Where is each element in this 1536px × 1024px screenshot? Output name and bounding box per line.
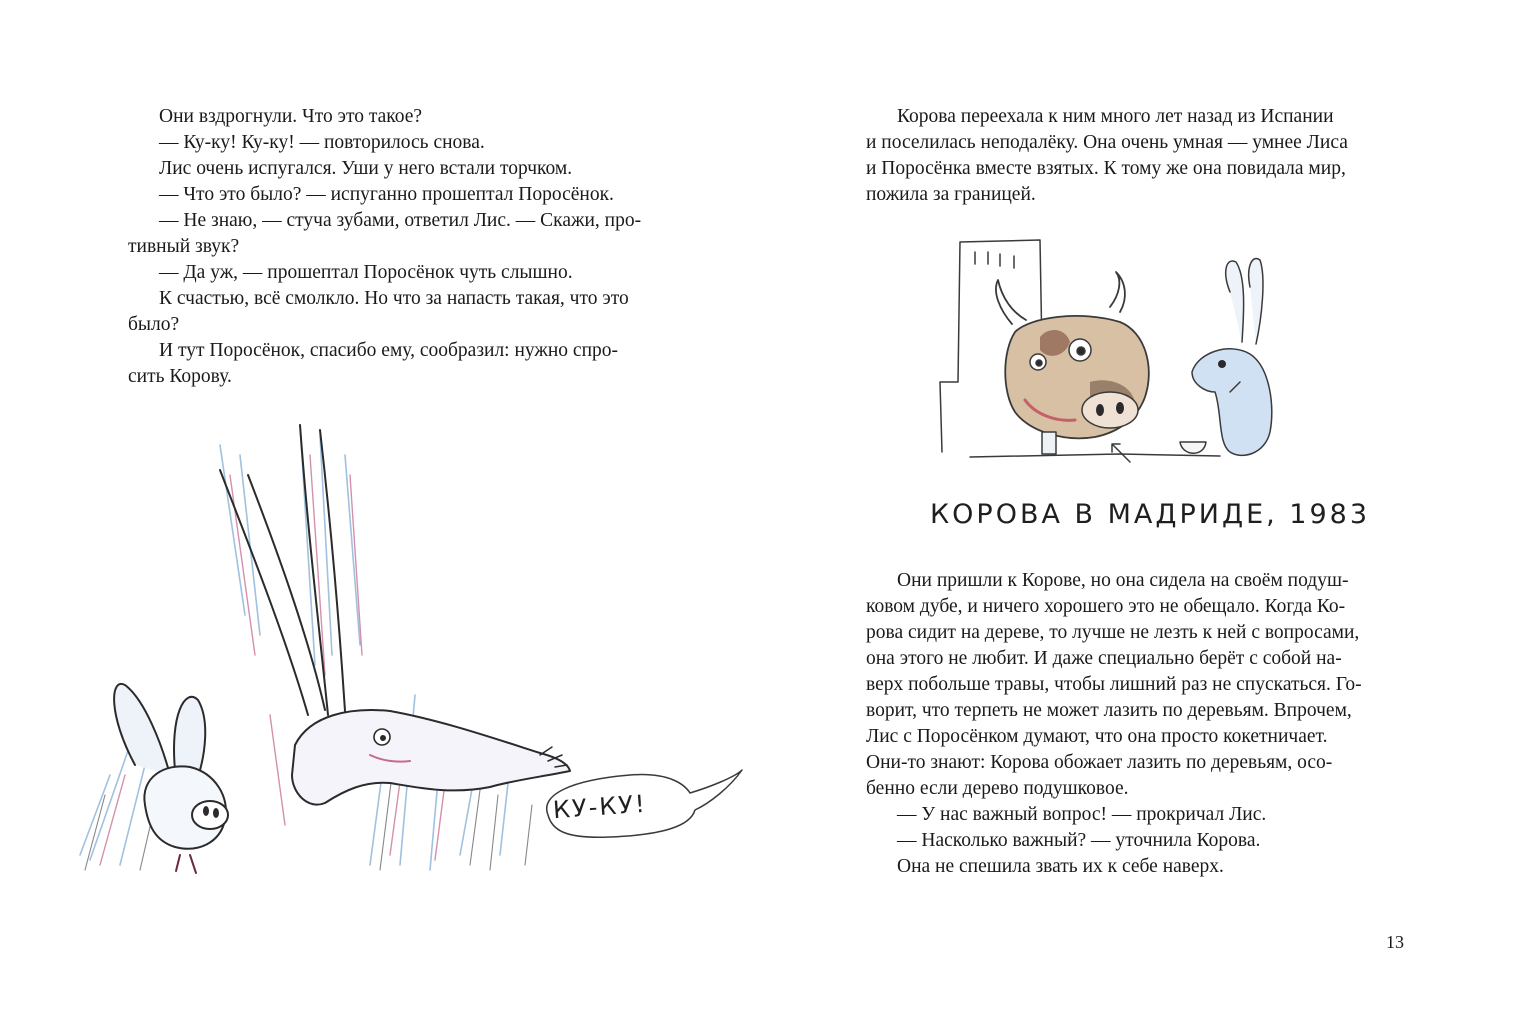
cow-snout: [1082, 392, 1138, 428]
text-line: — Ку-ку! Ку-ку! — повторилось снова.: [159, 132, 485, 153]
glass-sketch: [1042, 432, 1056, 454]
text-line: Корова переехала к ним много лет назад из Испании: [897, 106, 1334, 127]
text-line: бенно если дерево подушковое.: [866, 778, 1129, 799]
fox-ear-left: [220, 470, 308, 715]
right-page-top-text: [866, 104, 1348, 208]
fox-head: [292, 710, 570, 805]
rabbit-ear-right: [174, 697, 205, 777]
text-line: — Не знаю, — стуча зубами, ответил Лис. — Скажи, про-: [159, 210, 642, 231]
cow-in-madrid-illustration: [930, 232, 1310, 482]
text-line: и Поросёнка вместе взятых. К тому же она повидала мир,: [866, 158, 1346, 179]
rabbit-snout: [192, 801, 228, 829]
text-line: Лис с Поросёнком думают, что она просто кокетничает.: [866, 726, 1328, 747]
right-page-bottom-text: [866, 568, 1362, 880]
text-line: К счастью, всё смолкло. Но что за напасть такая, что это: [159, 288, 629, 309]
text-line: тивный звук?: [128, 236, 240, 257]
text-line: Она не спешила звать их к себе наверх.: [897, 856, 1224, 877]
text-line: она этого не любит. И даже специально берёт с собой на-: [866, 648, 1342, 669]
page-number: 13: [1386, 932, 1404, 952]
text-line: И тут Поросёнок, спасибо ему, сообразил: нужно спро-: [159, 340, 619, 361]
text-line: Они пришли к Корове, но она сидела на своём подуш-: [897, 570, 1349, 591]
bowl-sketch: [1180, 442, 1206, 453]
text-line: Они-то знают: Корова обожает лазить по деревьям, осо-: [866, 752, 1333, 773]
fox-and-rabbit-illustration: [70, 415, 760, 900]
text-line: — Насколько важный? — уточнила Корова.: [897, 830, 1261, 851]
text-line: пожила за границей.: [866, 184, 1036, 205]
text-line: ковом дубе, и ничего хорошего это не обещало. Когда Ко-: [866, 596, 1346, 617]
text-line: было?: [128, 314, 180, 335]
cow-horn-right: [1110, 272, 1125, 312]
table-line: [970, 454, 1220, 457]
rabbit-ear: [1226, 261, 1244, 342]
text-line: рова сидит на дереве, то лучше не лезть к ней с вопросами,: [866, 622, 1360, 643]
speech-bubble-text: КУ-КУ!: [552, 789, 648, 825]
text-line: — Да уж, — прошептал Поросёнок чуть слышно.: [159, 262, 573, 283]
text-line: сить Корову.: [128, 366, 232, 387]
illustration-caption: КОРОВА В МАДРИДЕ, 1983: [930, 499, 1371, 530]
rabbit-body: [1192, 349, 1272, 456]
text-line: Лис очень испугался. Уши у него встали торчком.: [159, 158, 573, 179]
text-line: — У нас важный вопрос! — прокричал Лис.: [897, 804, 1267, 825]
cow-horn-left: [996, 280, 1026, 324]
text-line: ворит, что терпеть не может лазить по деревьям. Впрочем,: [866, 700, 1352, 721]
text-line: верх побольше травы, чтобы лишний раз не спускаться. Го-: [866, 674, 1362, 695]
text-line: и поселилась неподалёку. Она очень умная — умнее Лиса: [866, 132, 1348, 153]
text-line: — Что это было? — испуганно прошептал Поросёнок.: [159, 184, 614, 205]
text-line: Они вздрогнули. Что это такое?: [159, 106, 423, 127]
left-page-text: [128, 104, 641, 390]
rabbit-ear-left: [114, 684, 170, 775]
